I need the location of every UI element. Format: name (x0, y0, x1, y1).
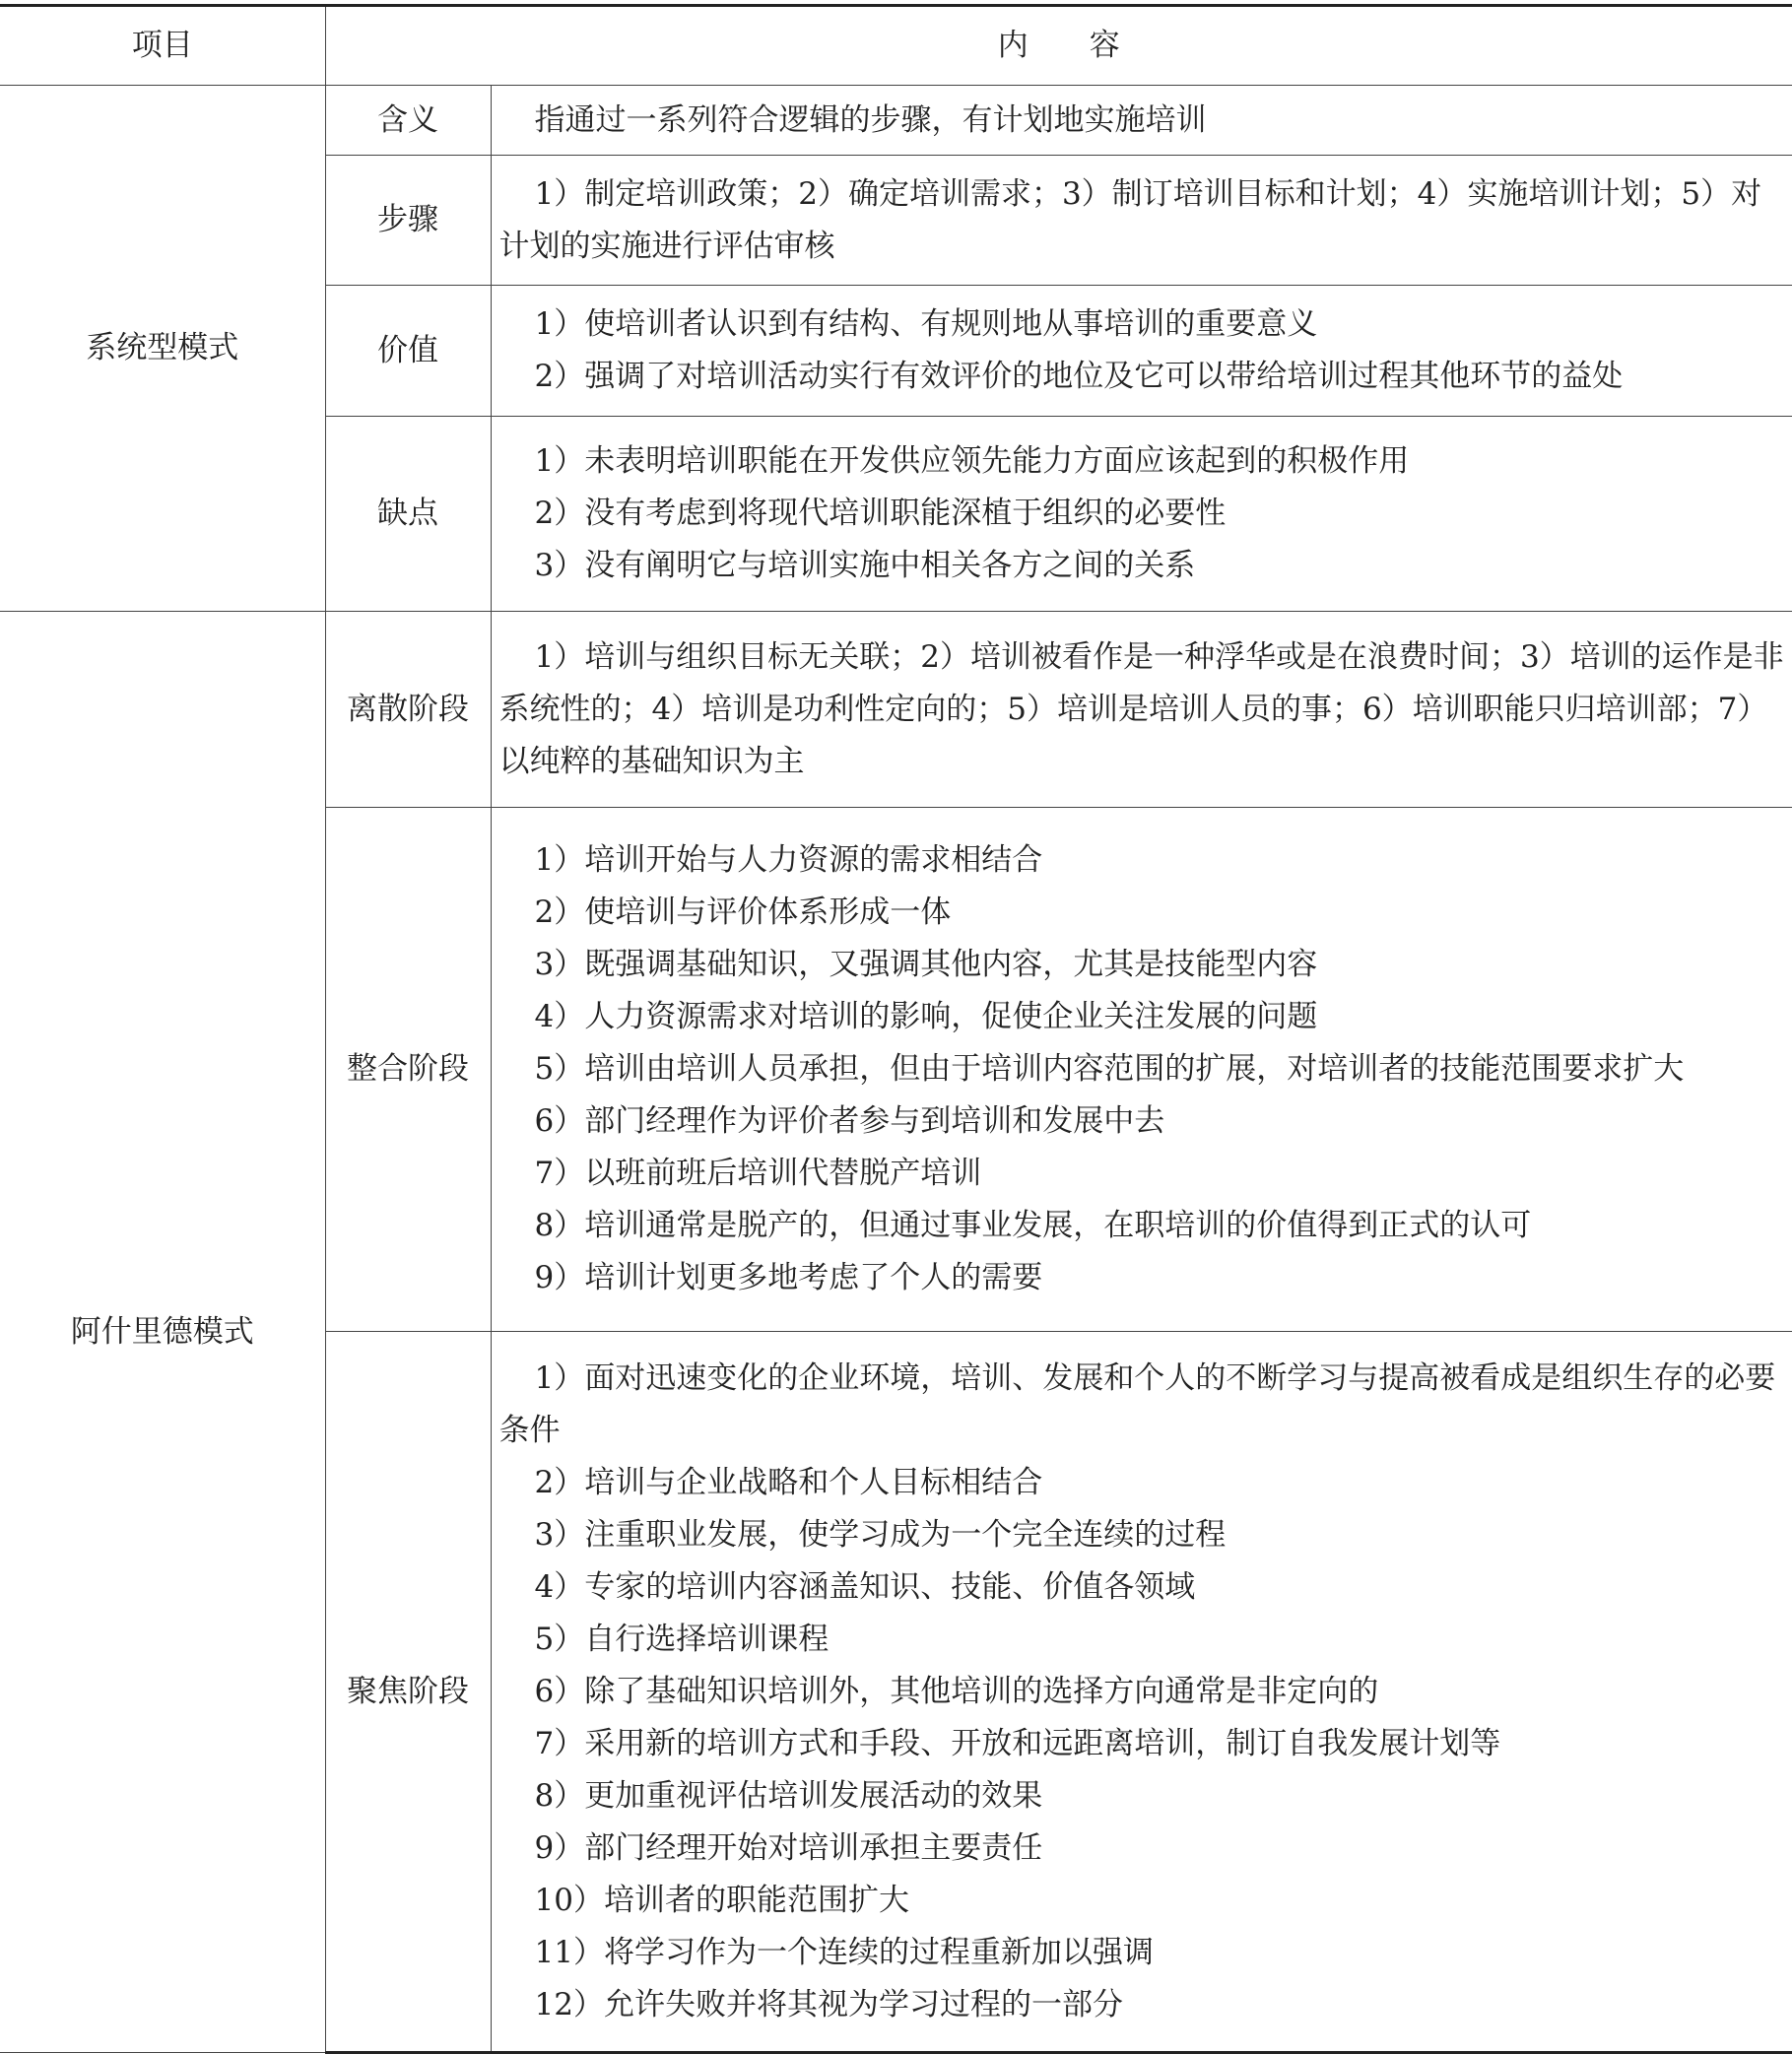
content-paragraph: 5）自行选择培训课程 (534, 1621, 830, 1657)
row-label: 离散阶段 (325, 612, 491, 808)
content-paragraph: 10）培训者的职能范围扩大 (534, 1882, 909, 1918)
row-content (491, 1332, 1792, 2053)
row-content (491, 86, 1792, 156)
row-content (491, 417, 1792, 612)
row-label: 价值 (325, 286, 491, 417)
content-paragraph: 1）培训与组织目标无关联；2）培训被看作是一种浮华或是在浪费时间；3）培训的运作是非系统性的；4）培训是功利性定向的；5）培训是培训人员的事；6）培训职能只归培训部；7）以纯粹的基础知识为主 (498, 638, 1784, 779)
content-paragraph: 8）更加重视评估培训发展活动的效果 (534, 1777, 1043, 1814)
model-name: 系统型模式 (0, 86, 325, 612)
model-name: 阿什里德模式 (0, 612, 325, 2053)
header-content-char-1: 内 (997, 28, 1029, 63)
content-paragraph: 2）使培训与评价体系形成一体 (534, 894, 952, 930)
content-paragraph: 1）制定培训政策；2）确定培训需求；3）制订培训目标和计划；4）实施培训计划；5）对计划的实施进行评估审核 (498, 175, 1762, 264)
content-paragraph: 4）人力资源需求对培训的影响，促使企业关注发展的问题 (534, 999, 1318, 1034)
training-models-table (0, 4, 1792, 2054)
content-paragraph: 6）除了基础知识培训外，其他培训的选择方向通常是非定向的 (534, 1673, 1379, 1709)
content-paragraph: 2）没有考虑到将现代培训职能深植于组织的必要性 (534, 496, 1227, 531)
row-label: 聚焦阶段 (325, 1332, 491, 2053)
header-item: 项目 (0, 6, 325, 86)
content-paragraph: 7）采用新的培训方式和手段、开放和远距离培训，制订自我发展计划等 (534, 1725, 1501, 1761)
content-paragraph: 6）部门经理作为评价者参与到培训和发展中去 (534, 1103, 1165, 1139)
header-content-char-2: 容 (1089, 28, 1120, 63)
content-paragraph: 指通过一系列符合逻辑的步骤，有计划地实施培训 (534, 101, 1207, 138)
content-paragraph: 12）允许失败并将其视为学习过程的一部分 (534, 1986, 1123, 2022)
content-paragraph: 4）专家的培训内容涵盖知识、技能、价值各领域 (534, 1568, 1196, 1605)
header-content (325, 6, 1792, 86)
content-paragraph: 3）既强调基础知识，又强调其他内容，尤其是技能型内容 (534, 947, 1318, 982)
content-paragraph: 8）培训通常是脱产的，但通过事业发展，在职培训的价值得到正式的认可 (534, 1208, 1532, 1243)
content-paragraph: 1）未表明培训职能在开发供应领先能力方面应该起到的积极作用 (534, 443, 1410, 479)
row-label: 步骤 (325, 156, 491, 286)
content-paragraph: 3）注重职业发展，使学习成为一个完全连续的过程 (534, 1516, 1227, 1553)
content-paragraph: 3）没有阐明它与培训实施中相关各方之间的关系 (534, 548, 1196, 583)
table-header-row (0, 6, 1792, 86)
row-label: 整合阶段 (325, 808, 491, 1332)
content-paragraph: 2）强调了对培训活动实行有效评价的地位及它可以带给培训过程其他环节的益处 (534, 359, 1624, 394)
content-paragraph: 1）面对迅速变化的企业环境，培训、发展和个人的不断学习与提高被看成是组织生存的必要条件 (498, 1359, 1776, 1448)
content-paragraph: 9）培训计划更多地考虑了个人的需要 (534, 1260, 1043, 1295)
content-paragraph: 1）使培训者认识到有结构、有规则地从事培训的重要意义 (534, 306, 1318, 342)
row-content (491, 808, 1792, 1332)
content-paragraph: 11）将学习作为一个连续的过程重新加以强调 (534, 1934, 1154, 1970)
row-label: 缺点 (325, 417, 491, 612)
content-paragraph: 2）培训与企业战略和个人目标相结合 (534, 1464, 1043, 1500)
row-label: 含义 (325, 86, 491, 156)
content-paragraph: 7）以班前班后培训代替脱产培训 (534, 1156, 982, 1191)
content-paragraph: 1）培训开始与人力资源的需求相结合 (534, 842, 1043, 878)
row-content (491, 612, 1792, 808)
table-row (0, 86, 1792, 156)
content-paragraph: 9）部门经理开始对培训承担主要责任 (534, 1829, 1043, 1866)
row-content (491, 156, 1792, 286)
table-row (0, 612, 1792, 808)
row-content (491, 286, 1792, 417)
content-paragraph: 5）培训由培训人员承担，但由于培训内容范围的扩展，对培训者的技能范围要求扩大 (534, 1051, 1685, 1087)
